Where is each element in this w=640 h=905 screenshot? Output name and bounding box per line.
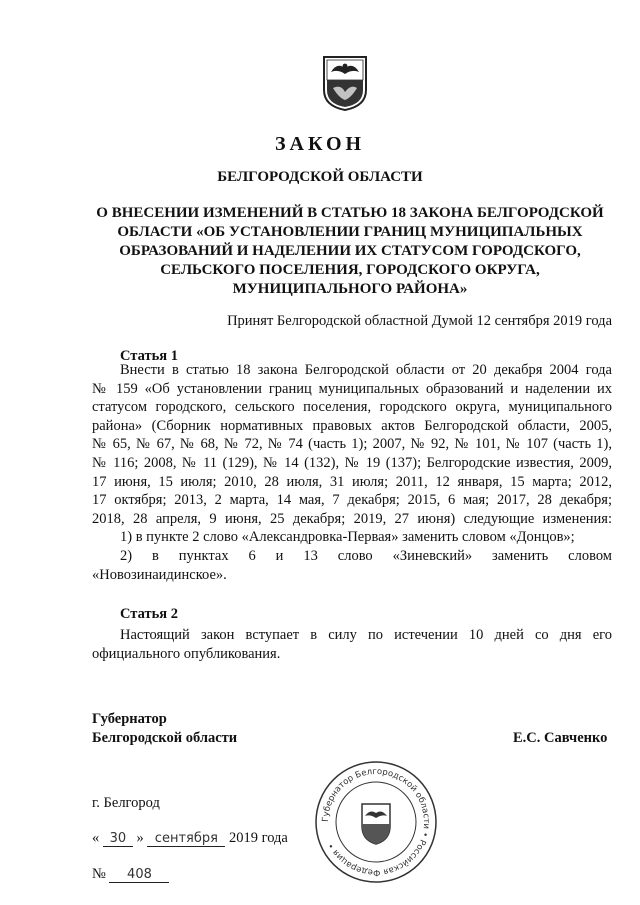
heading-line: ОБЛАСТИ «ОБ УСТАНОВЛЕНИИ ГРАНИЦ МУНИЦИПАЛЬНЫХ: [117, 224, 583, 240]
article-1-body: [92, 361, 612, 584]
adoption-note: Принят Белгородской областной Думой 12 сентября 2019 года: [227, 313, 612, 329]
signatory-position-line-2: Белгородской области: [92, 730, 238, 746]
heading-line: ОБРАЗОВАНИЙ И НАДЕЛЕНИИ ИХ СТАТУСОМ ГОРОДСКОГО,: [119, 243, 581, 259]
article-2-body: [92, 626, 612, 663]
document-title: ЗАКОН: [274, 133, 366, 155]
number-label: №: [92, 866, 106, 882]
date-month: сентября: [147, 831, 225, 847]
article-1-line: № 65, № 67, № 68, № 72, № 74 (часть 1); 2007, № 92, № 101, № 107 (часть 1),: [92, 436, 612, 453]
date-day: 30: [103, 831, 133, 847]
law-number: [92, 866, 169, 883]
article-2-line: официального опубликования.: [92, 645, 281, 662]
article-1-item-2-cont: «Новозинаидинское».: [92, 566, 227, 583]
seal-ring-text: Губернатор Белгородской области • Российская Федерация •: [320, 766, 432, 878]
heading-line: О ВНЕСЕНИИ ИЗМЕНЕНИЙ В СТАТЬЮ 18 ЗАКОНА БЕЛГОРОДСКОЙ: [96, 205, 604, 221]
quote-open: «: [92, 830, 100, 846]
article-1-line: № 116; 2008, № 11 (129), № 14 (132), № 19 (137); Белгородские известия, 2009,: [92, 454, 612, 471]
article-1-item-1: 1) в пункте 2 слово «Александровка-Первая» заменить словом «Донцов»;: [120, 529, 575, 546]
article-2-title: Статья 2: [120, 606, 178, 622]
signing-date: [92, 830, 288, 847]
article-2-line: Настоящий закон вступает в силу по истечении 10 дней со дня его: [120, 627, 612, 643]
article-1-title: Статья 1: [120, 348, 178, 364]
article-1-line: статусом городского, сельского поселения, городского округа, муниципального: [92, 399, 612, 416]
number-value: 408: [109, 867, 169, 883]
date-year: 2019 года: [229, 830, 288, 846]
article-1-line: № 159 «Об установлении границ муниципальных образований и наделении их: [92, 380, 612, 397]
coat-of-arms-emblem: [321, 54, 369, 112]
article-1-line: 2018, 28 апреля, 9 июня, 25 декабря; 2019, 27 июня) следующие изменения:: [92, 510, 612, 527]
article-1-line: Внести в статью 18 закона Белгородской области от 20 декабря 2004 года: [120, 362, 612, 378]
article-1-line: 17 октября; 2013, 2 марта, 14 мая, 7 декабря; 2015, 6 мая; 2017, 28 декабря;: [92, 492, 612, 509]
quote-close: »: [136, 830, 144, 846]
signatory-position-line-1: Губернатор: [92, 711, 167, 727]
signatory-name: Е.С. Савченко: [513, 730, 608, 746]
heading-line: СЕЛЬСКОГО ПОСЕЛЕНИЯ, ГОРОДСКОГО ОКРУГА,: [160, 262, 540, 278]
article-1-line: 17 июня, 15 июля; 2010, 28 июля, 31 июля; 2011, 12 января, 15 марта; 2012,: [92, 473, 612, 490]
article-1-line: района» (Сборник нормативных правовых актов Белгородской области, 2005,: [92, 417, 612, 434]
document-subtitle: БЕЛГОРОДСКОЙ ОБЛАСТИ: [217, 169, 423, 185]
article-1-item-2: 2) в пунктах 6 и 13 слово «Зиневский» заменить словом: [120, 547, 612, 564]
heading-line: МУНИЦИПАЛЬНОГО РАЙОНА»: [232, 281, 468, 297]
official-seal: [314, 760, 438, 884]
city-label: г. Белгород: [92, 795, 160, 811]
law-heading: [80, 204, 620, 299]
